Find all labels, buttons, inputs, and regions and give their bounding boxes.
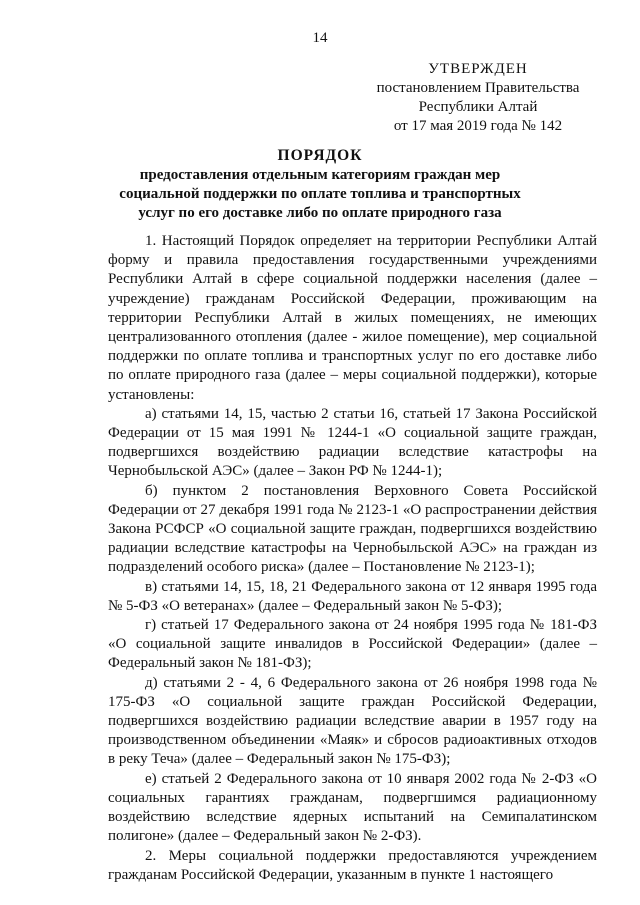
paragraph: е) статьей 2 Федерального закона от 10 января 2002 года № 2-ФЗ «О социальных гарантиях гражданам, подвергшимся радиационному воздействию вследствие ядерных испытаний на Семипалатинском полигоне» (далее – Федеральный закон № 2-ФЗ). xyxy=(108,770,597,845)
approval-line: постановлением Правительства xyxy=(376,80,580,96)
approval-line: Республики Алтай xyxy=(418,99,538,115)
document-subtitle: предоставления отдельным категориям граждан мер социальной поддержки по оплате топлива и транспортных услуг по его доставке либо по оплате природного газа xyxy=(119,167,521,221)
approval-line: от 17 мая 2019 года № 142 xyxy=(393,118,563,134)
paragraph: б) пунктом 2 постановления Верховного Совета Российской Федерации от 27 декабря 1991 года № 2123-1 «О распространении действия Закона РСФСР «О социальной защите граждан, подвергшихся воздействию радиации вследствие катастрофы на Чернобыльской АЭС» на граждан из подразделений особого риска» (далее – Постановление № 2123-1); xyxy=(108,482,597,576)
paragraph: в) статьями 14, 15, 18, 21 Федерального закона от 12 января 1995 года № 5-ФЗ «О ветеранах» (далее – Федеральный закон № 5-ФЗ); xyxy=(108,578,597,614)
page-number: 14 xyxy=(312,30,328,46)
approval-block xyxy=(372,60,584,136)
document-title: ПОРЯДОК xyxy=(277,147,363,164)
paragraph: г) статьей 17 Федерального закона от 24 ноября 1995 года № 181-ФЗ «О социальной защите инвалидов в Российской Федерации» (далее – Федеральный закон № 181-ФЗ); xyxy=(108,617,597,672)
paragraph: 1. Настоящий Порядок определяет на территории Республики Алтай форму и правила предоставления государственными учреждениями Республики Алтай в сфере социальной поддержки населения (далее – учреждение) гражданам Российской Федерации, проживающим на территории Республики Алтай в жилых помещениях, не имеющих централизованного отопления (далее - жилое помещение), мер социальной поддержки по оплате топлива и транспортных услуг по его доставке либо по оплате природного газа (далее – меры социальной поддержки), которые установлены: xyxy=(108,233,597,403)
paragraph: а) статьями 14, 15, частью 2 статьи 16, статьей 17 Закона Российской Федерации от 15 мая 1991 № 1244-1 «О социальной защите граждан, подвергшихся воздействию радиации вследствие катастрофы на Чернобыльской АЭС» (далее – Закон РФ № 1244-1); xyxy=(108,405,597,480)
paragraph: 2. Меры социальной поддержки предоставляются учреждением гражданам Российской Федерации, указанным в пункте 1 настоящего xyxy=(108,847,597,883)
approval-title: УТВЕРЖДЕН xyxy=(428,61,528,77)
paragraph: д) статьями 2 - 4, 6 Федерального закона от 26 ноября 1998 года № 175-ФЗ «О социальной защите граждан Российской Федерации, подвергшихся воздействию радиации вследствие аварии в 1957 году на производственном объединении «Маяк» и сбросов радиоактивных отходов в реку Теча» (далее – Федеральный закон № 175-ФЗ); xyxy=(108,674,597,768)
document-body xyxy=(108,232,597,885)
